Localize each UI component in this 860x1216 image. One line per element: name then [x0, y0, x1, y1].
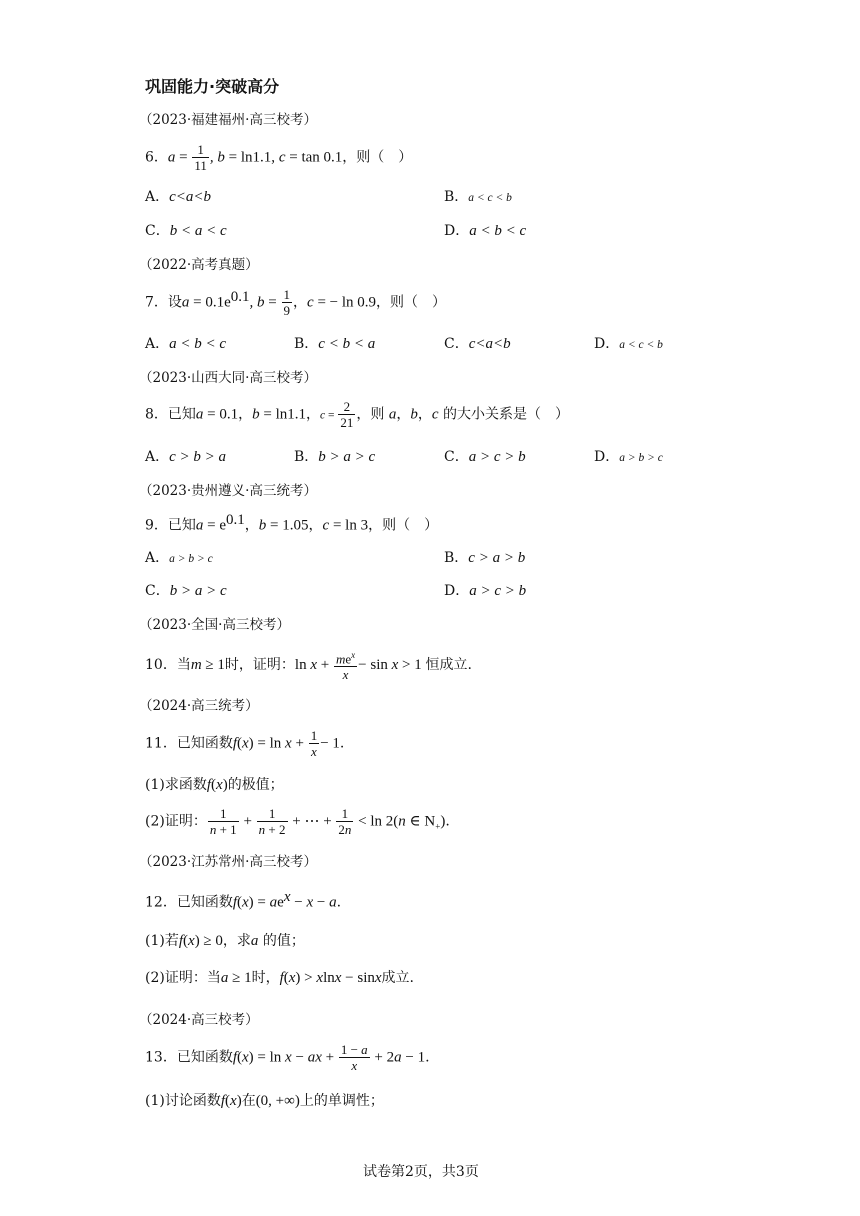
problem-11-source: （2024·高三统考） [139, 698, 259, 714]
problem-6-option-d[interactable]: D．a < b < c [444, 223, 527, 239]
problem-11-part-1: (1)求函数f(x)的极值； [145, 777, 284, 793]
problem-11-part-2: (2)证明： $\frac{1}{n + 1}$ + $\frac{1}{n + 2}$ + ⋯ + $\frac{1}{2n}$ < ln 2(n ∈ $N_+$). [145, 806, 450, 837]
page-footer: 试卷第2页，共3页 [363, 1164, 479, 1180]
problem-9-stem: 9．已知$a = e^{0.1}$，b = 1.05，c = ln 3，则（ ） [145, 512, 439, 534]
problem-7-stem: 7．设$a = 0.1e^{0.1}$, b = $\frac{1}{9}$ ，c = − ln 0.9，则（ ） [145, 287, 447, 318]
problem-7-source: （2022·高考真题） [139, 257, 259, 273]
problem-13-part-1: (1)讨论函数f(x)在(0, +∞)上的单调性； [145, 1093, 384, 1109]
problem-13-stem: 13．已知函数f(x) = ln x − ax + $\frac{1 - a}{x}$ + 2a − 1. [145, 1042, 430, 1073]
problem-6-stem: 6．a = $\frac{1}{11}$ , b = ln1.1, c = tan 0.1，则（ ） [145, 142, 413, 173]
problem-12-source: （2023·江苏常州·高三校考） [139, 854, 317, 870]
problem-8-source: （2023·山西大同·高三校考） [139, 370, 317, 386]
problem-9-option-b[interactable]: B．c > a > b [444, 550, 526, 566]
problem-12-part-1: (1)若f(x) ≥ 0，求a 的值； [145, 933, 305, 949]
problem-11-stem: 11．已知函数f(x) = ln x + $\frac{1}{x}$ − 1. [145, 728, 345, 759]
problem-9-source: （2023·贵州遵义·高三统考） [139, 483, 317, 499]
problem-12-part-2: (2)证明：当a ≥ 1时，f(x) > xlnx − sinx成立. [145, 970, 414, 986]
problem-8-option-c[interactable]: C．a > c > b [444, 449, 526, 465]
problem-8-option-b[interactable]: B．b > a > c [294, 449, 376, 465]
problem-9-option-a[interactable]: A．a > b > c [145, 550, 213, 566]
problem-6-source: （2023·福建福州·高三校考） [139, 112, 317, 128]
problem-8-option-d[interactable]: D．a > b > c [594, 449, 663, 465]
problem-9-option-c[interactable]: C．b > a > c [145, 583, 227, 599]
problem-10-stem: 10．当m ≥ 1时，证明：ln x + $\frac{me^x}{x}$ − sin x > 1 恒成立. [145, 650, 472, 683]
section-title: 巩固能力·突破高分 [145, 77, 280, 96]
problem-7-option-d[interactable]: D．a < c < b [594, 336, 663, 352]
problem-7-option-c[interactable]: C．c<a<b [444, 336, 511, 352]
problem-8-option-a[interactable]: A．c > b > a [145, 449, 227, 465]
problem-7-option-a[interactable]: A．a < b < c [145, 336, 227, 352]
problem-6-option-a[interactable]: A．c<a<b [145, 189, 212, 205]
problem-6-option-b[interactable]: B．a < c < b [444, 189, 512, 205]
problem-12-stem: 12．已知函数$f(x) = ae^x - x - a$. [145, 889, 342, 911]
problem-8-stem: 8．已知a = 0.1，b = ln1.1，c = $\frac{2}{21}$ ，则 a，b，c 的大小关系是（ ） [145, 399, 569, 430]
problem-7-option-b[interactable]: B．c < b < a [294, 336, 376, 352]
problem-13-source: （2024·高三校考） [139, 1012, 259, 1028]
problem-10-source: （2023·全国·高三校考） [139, 617, 290, 633]
problem-9-option-d[interactable]: D．a > c > b [444, 583, 527, 599]
problem-6-option-c[interactable]: C．b < a < c [145, 223, 227, 239]
